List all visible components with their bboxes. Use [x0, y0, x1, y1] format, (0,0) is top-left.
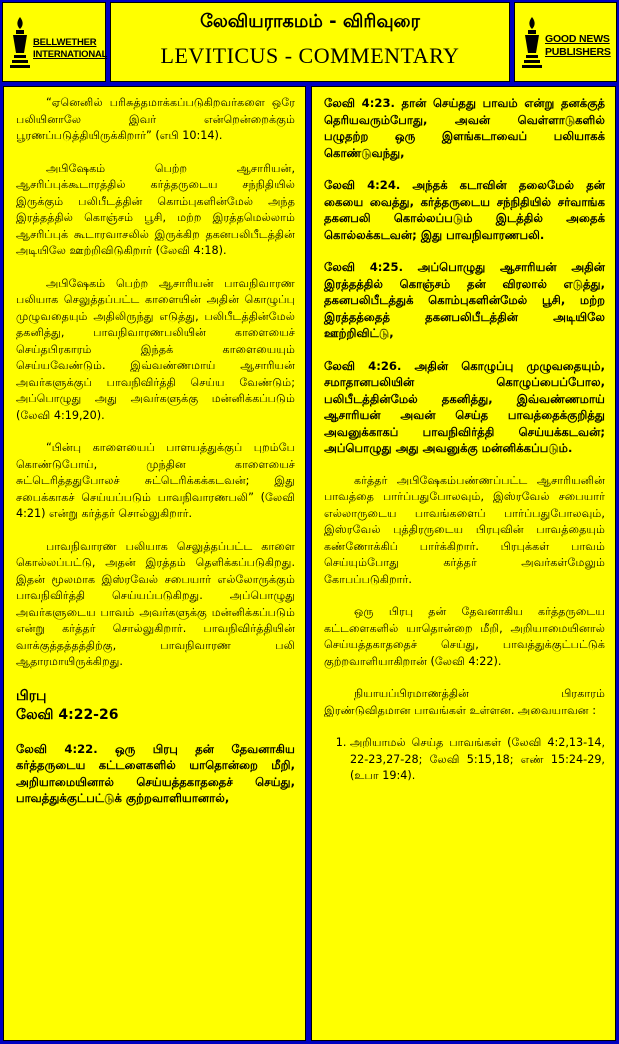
lamp-icon [9, 15, 31, 69]
logo-left-line1: BELLWETHER [33, 37, 97, 48]
paragraph: ஒரு பிரபு தன் தேவனாகிய கர்த்தருடைய கட்டளைகளில் யாதொன்றை மீறி, அறியாமையினால் செய்யத்தகாததைச் செய்து, பாவத்துக்குட்பட்டுக் குற்றவாளியாகிறான் (லேவி 4:22). [324, 605, 605, 668]
section-heading [16, 687, 295, 725]
paragraph: பாவநிவாரண பலியாக செலுத்தப்பட்ட காளை கொல்லப்பட்டு, அதன் இரத்தம் தெளிக்கப்படுகிறது. இதன் மூலமாக இஸ்ரவேல் சபையார் எல்லோருக்கும் பாவநிவிர்த்தி செய்யப்படுகிறது. அப்பொழுது அவர்களுடைய பாவம் அவர்களுக்கு மன்னிக்கப்படும் என்று கர்த்தர் சொல்லுகிறார். பாவநிவிர்த்தியின் வாக்குத்தத்தத்திற்கு, பாவநிவாரண பலி ஆதாரமாயிருக்கிறது. [16, 539, 295, 668]
page-title-english: LEVITICUS - COMMENTARY [160, 43, 460, 68]
left-column [3, 86, 306, 1041]
quote-hebrews: “ஏனெனில் பரிசுத்தமாக்கப்படுகிறவர்களை ஒரே பலியினாலே இவர் என்றென்றைக்கும் பூரணப்படுத்தியிருக்கிறார்” (எபி 10:14). [16, 96, 295, 142]
logo-left-line2: INTERNATIONAL [33, 49, 108, 60]
paragraph: அபிஷேகம் பெற்ற ஆசாரியன், ஆசரிப்புக்கூடாரத்தில் கர்த்தருடைய சந்நிதியில் இருக்கும் பலிபீடத்தின் கொம்புகளின்மேல் அந்த இரத்தத்தில் கொஞ்சம் பூசி, மற்ற இரத்தமெல்லாம் ஆசரிப்புக் கூடாரவாசலில் இருக்கிற தகனபலிபீடத்தின் அடியிலே ஊற்றிவிடுகிறார் (லேவி 4:18). [16, 161, 295, 257]
logo-right-line2: PUBLISHERS [545, 46, 611, 58]
title-banner [110, 2, 510, 82]
list-item: 1. அறியாமல் செய்த பாவங்கள் (லேவி 4:2,13-14, 22-23,27-28; லேவி 5:15,18; எண் 15:24-29, (உபா 19:4). [350, 735, 605, 785]
logo-right-line1: GOOD NEWS [545, 33, 610, 45]
right-column [311, 86, 616, 1041]
verse-4-24: லேவி 4:24. அந்தக் கடாவின் தலைமேல் தன் கையை வைத்து, கர்த்தருடைய சந்நிதியில் சர்வாங்க தகனபலி கொல்லப்படும் இடத்தில் அதைக் கொல்லக்கடவன்; இது பாவநிவாரணபலி. [324, 178, 605, 242]
bellwether-logo [2, 2, 106, 82]
verse-4-22: லேவி 4:22. ஒரு பிரபு தன் தேவனாகிய கர்த்தருடைய கட்டளைகளில் யாதொன்றை மீறி, அறியாமையினால் செய்யத்தகாததைச் செய்து, பாவத்துக்குட்பட்டுக் குற்றவாளியானால், [16, 741, 295, 805]
paragraph: கர்த்தர் அபிஷேகம்பண்ணப்பட்ட ஆசாரியனின் பாவத்தை பார்ப்பதுபோலவும், இஸ்ரவேல் சபையார் எல்லாருடைய பாவங்களைப் பார்ப்பதுபோலவும், இஸ்ரவேல் புத்திரருடைய பிரபுவின் பாவத்தையும் கண்ணோக்கிப் பார்க்கிறார். பிரபுக்கள் பாவம் செய்யும்போது கர்த்தர் அவர்கள்மேலும் கோபப்படுகிறார். [324, 473, 605, 586]
section-reference: லேவி 4:22-26 [16, 706, 119, 723]
paragraph: நியாயப்பிரமாணத்தின் பிரகாரம் இரண்டுவிதமான பாவங்கள் உள்ளன. அவையாவன : [324, 687, 605, 717]
paragraph: அபிஷேகம் பெற்ற ஆசாரியன் பாவநிவாரண பலியாக செலுத்தப்பட்ட காளையின் அதின் கொழுப்பு முழுவதையும் அதிலிருந்து எடுத்து, பலிபீடத்தின்மேல் தகனித்து, பாவநிவாரணபலியின் காளையைச் செய்தபிரகாரம் இந்தக் காளையையும் செய்யவேண்டும். இவ்வண்ணமாய் ஆசாரியன் அவர்களுக்குப் பாவநிவிர்த்தி செய்ய வேண்டும்; அப்பொழுது அது அவர்களுக்கு மன்னிக்கப்படும் (லேவி 4:19,20). [16, 276, 295, 422]
sin-types-list [324, 735, 605, 785]
page-title-tamil: லேவியராகமம் - விரிவுரை [200, 11, 420, 32]
verse-4-25: லேவி 4:25. அப்பொழுது ஆசாரியன் அதின் இரத்தத்தில் கொஞ்சம் தன் விரலால் எடுத்து, தகனபலிபீடத்துக் கொம்புகளின்மேல் பூசி, மற்ற இரத்தத்தைத் தகனபலிபீடத்தின் அடியிலே ஊற்றிவிட்டு, [324, 260, 605, 340]
verse-4-26: லேவி 4:26. அதின் கொழுப்பு முழுவதையும், சமாதானபலியின் கொழுப்பைப்போல, பலிபீடத்தின்மேல் தகனித்து, இவ்வண்ணமாய் ஆசாரியன் அவன் செய்த பாவத்தைக்குறித்து அவனுக்காகப் பாவநிவிர்த்தி செய்யக்கடவன்; அப்பொழுது அது அவனுக்கு மன்னிக்கப்படும். [324, 358, 605, 455]
verse-4-23: லேவி 4:23. தான் செய்தது பாவம் என்று தனக்குத் தெரியவரும்போது, அவன் வெள்ளாடுகளில் பழுதற்ற ஒரு இளங்கடாவைப் பலியாகக் கொண்டுவந்து, [324, 96, 605, 160]
section-title: பிரபு [16, 687, 47, 704]
lamp-icon [521, 15, 543, 69]
paragraph: “பின்பு காளையைப் பாளயத்துக்குப் புறம்பே கொண்டுபோய், முந்தின காளையைச் சுட்டெரித்ததுபோலச் சுட்டெரிக்கக்கடவன்; இது சபைக்காகச் செய்யப்படும் பாவநிவாரணபலி” (லேவி 4:21) என்று கர்த்தர் சொல்லுகிறார். [16, 441, 295, 520]
good-news-publishers-logo [514, 2, 617, 82]
